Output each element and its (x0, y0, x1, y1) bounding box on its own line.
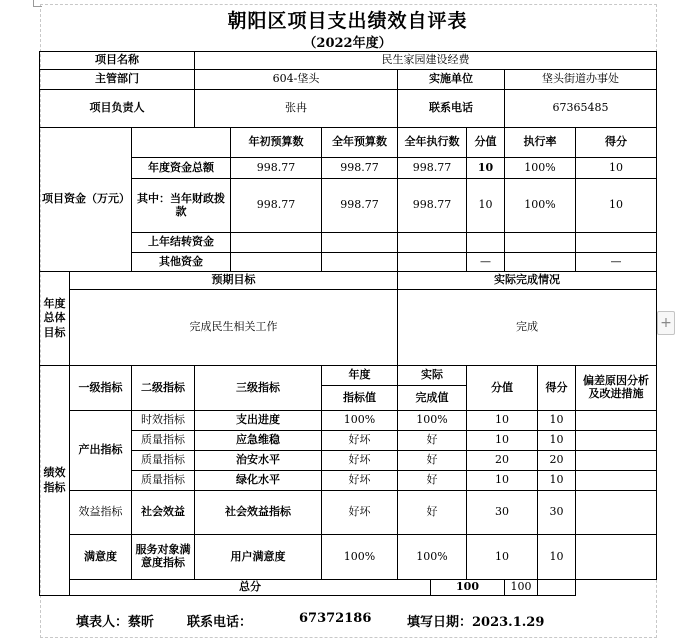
header-score: 得分 (576, 128, 657, 158)
header-full-exec: 全年执行数 (398, 128, 467, 158)
funds-weight: 10 (467, 158, 505, 179)
indicator-target: 好坏 (322, 451, 398, 471)
funds-full (322, 253, 398, 272)
header-initial-budget: 年初预算数 (231, 128, 322, 158)
form-footer (40, 611, 655, 631)
funds-row-label: 上年结转资金 (132, 233, 231, 253)
label-performance-indicators: 绩效指标 (40, 366, 70, 596)
header-full-budget: 全年预算数 (322, 128, 398, 158)
funds-exec (398, 233, 467, 253)
row-department (40, 70, 657, 90)
row-indicators-header-1 (40, 366, 657, 386)
indicator-weight: 10 (467, 535, 538, 580)
header-done-value: 完成值 (398, 386, 467, 411)
indicator-weight: 10 (467, 431, 538, 451)
indicator-actual: 好 (398, 491, 467, 535)
funds-score (576, 233, 657, 253)
indicator-row (40, 451, 657, 471)
value-project-name: 民生家园建设经费 (195, 52, 657, 70)
value-actual-completion: 完成 (398, 290, 657, 366)
funds-rate: 100% (505, 158, 576, 179)
indicator-deviation (576, 471, 657, 491)
funds-row-label: 其中：当年财政拨款 (132, 179, 231, 233)
add-row-button[interactable]: + (657, 311, 675, 335)
document-year: （2022年度） (303, 36, 392, 51)
header-level1: 一级指标 (70, 366, 132, 411)
indicator-score: 10 (538, 535, 576, 580)
funds-exec: 998.77 (398, 158, 467, 179)
header-exec-rate: 执行率 (505, 128, 576, 158)
header-actual-completion: 实际完成情况 (398, 272, 657, 290)
funds-weight (467, 233, 505, 253)
header-level3: 三级指标 (195, 366, 322, 411)
row-funds-header (40, 128, 657, 158)
indicator-weight: 20 (467, 451, 538, 471)
funds-rate: 100% (505, 179, 576, 233)
indicator-weight: 30 (467, 491, 538, 535)
header-score: 得分 (538, 366, 576, 411)
label-phone: 联系电话 (398, 90, 505, 128)
funds-exec (398, 253, 467, 272)
indicator-target: 100% (322, 535, 398, 580)
row-goals-values (40, 290, 657, 366)
row-goals-header (40, 272, 657, 290)
value-phone: 67365485 (505, 90, 657, 128)
funds-initial (231, 233, 322, 253)
indicator-row (40, 491, 657, 535)
funds-exec: 998.77 (398, 179, 467, 233)
value-leader: 张冉 (195, 90, 398, 128)
label-impl-unit: 实施单位 (398, 70, 505, 90)
indicator-level2: 服务对象满意度指标 (132, 535, 195, 580)
indicator-actual: 好 (398, 431, 467, 451)
indicator-level2: 质量指标 (132, 451, 195, 471)
total-deviation (538, 580, 576, 596)
indicator-level2: 质量指标 (132, 471, 195, 491)
funds-score: 10 (576, 179, 657, 233)
footer-phone-label: 联系电话： (187, 615, 253, 630)
document-title: 朝阳区项目支出绩效自评表 (227, 10, 468, 32)
header-level2: 二级指标 (132, 366, 195, 411)
row-funds-carryover (40, 233, 657, 253)
indicator-weight: 10 (467, 471, 538, 491)
total-score: 100 (505, 580, 538, 596)
funds-weight: 10 (467, 179, 505, 233)
label-leader: 项目负责人 (40, 90, 195, 128)
indicator-score: 10 (538, 431, 576, 451)
row-leader (40, 90, 657, 128)
value-department: 604-垡头 (195, 70, 398, 90)
label-output-indicators: 产出指标 (70, 411, 132, 491)
label-satisfaction: 满意度 (70, 535, 132, 580)
funds-weight: — (467, 253, 505, 272)
indicator-row (40, 535, 657, 580)
header-target-value: 指标值 (322, 386, 398, 411)
indicator-level2: 社会效益 (132, 491, 195, 535)
indicator-deviation (576, 535, 657, 580)
label-annual-goals: 年度总体目标 (40, 272, 70, 366)
header-actual: 实际 (398, 366, 467, 386)
header-year: 年度 (322, 366, 398, 386)
indicator-level3: 社会效益指标 (195, 491, 322, 535)
indicator-deviation (576, 491, 657, 535)
funds-full: 998.77 (322, 179, 398, 233)
footer-phone: 67372186 (299, 611, 372, 626)
value-expected-goal: 完成民生相关工作 (70, 290, 398, 366)
funds-score: 10 (576, 158, 657, 179)
indicator-score: 30 (538, 491, 576, 535)
indicator-level3: 用户满意度 (195, 535, 322, 580)
fill-date: 填写日期：2023.1.29 (407, 615, 545, 630)
indicator-weight: 10 (467, 411, 538, 431)
indicator-level2: 时效指标 (132, 411, 195, 431)
label-department: 主管部门 (40, 70, 195, 90)
funds-rate (505, 233, 576, 253)
total-weight: 100 (431, 580, 505, 596)
indicator-target: 好坏 (322, 471, 398, 491)
funds-full (322, 233, 398, 253)
label-effect-indicators: 效益指标 (70, 491, 132, 535)
indicator-deviation (576, 451, 657, 471)
label-project-funds: 项目资金（万元） (40, 128, 132, 272)
header-deviation: 偏差原因分析及改进措施 (576, 366, 657, 411)
header-weight: 分值 (467, 128, 505, 158)
indicator-row (40, 411, 657, 431)
indicator-deviation (576, 431, 657, 451)
funds-score: — (576, 253, 657, 272)
funds-rate (505, 253, 576, 272)
indicator-row (40, 471, 657, 491)
indicator-actual: 100% (398, 535, 467, 580)
indicator-actual: 好 (398, 451, 467, 471)
indicator-actual: 100% (398, 411, 467, 431)
indicator-deviation (576, 411, 657, 431)
funds-initial: 998.77 (231, 179, 322, 233)
indicator-score: 10 (538, 411, 576, 431)
indicator-target: 100% (322, 411, 398, 431)
funds-initial: 998.77 (231, 158, 322, 179)
indicator-level2: 质量指标 (132, 431, 195, 451)
row-funds-other (40, 253, 657, 272)
evaluation-table (39, 51, 657, 596)
funds-row-label: 其他资金 (132, 253, 231, 272)
label-project-name: 项目名称 (40, 52, 195, 70)
indicator-score: 20 (538, 451, 576, 471)
indicator-level3: 应急维稳 (195, 431, 322, 451)
label-total: 总分 (70, 580, 431, 596)
indicator-target: 好坏 (322, 431, 398, 451)
row-funds-total (40, 158, 657, 179)
indicator-actual: 好 (398, 471, 467, 491)
indicator-target: 好坏 (322, 491, 398, 535)
row-project-name (40, 52, 657, 70)
row-funds-fiscal (40, 179, 657, 233)
indicator-level3: 支出进度 (195, 411, 322, 431)
indicator-score: 10 (538, 471, 576, 491)
row-total (40, 580, 657, 596)
funds-row-label: 年度资金总额 (132, 158, 231, 179)
indicator-level3: 治安水平 (195, 451, 322, 471)
filler-label: 填表人：蔡昕 (76, 615, 155, 630)
indicator-level3: 绿化水平 (195, 471, 322, 491)
funds-full: 998.77 (322, 158, 398, 179)
header-weight: 分值 (467, 366, 538, 411)
header-expected-goal: 预期目标 (70, 272, 398, 290)
value-impl-unit: 垡头街道办事处 (505, 70, 657, 90)
indicator-row (40, 431, 657, 451)
funds-initial (231, 253, 322, 272)
